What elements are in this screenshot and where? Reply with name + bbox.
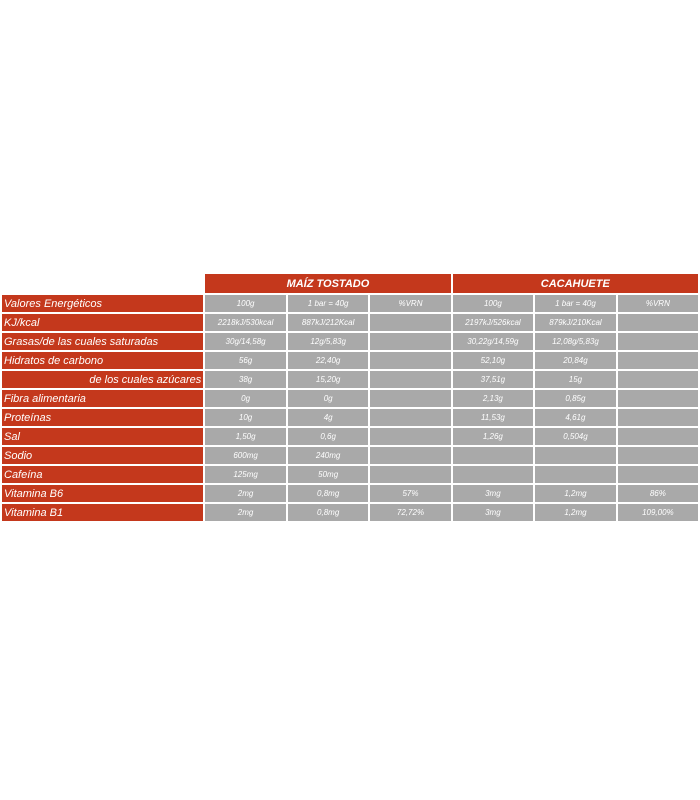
table-cell bbox=[370, 333, 450, 350]
table-row bbox=[2, 371, 698, 388]
col-header-1-bar: 1 bar = 40g bbox=[288, 295, 369, 312]
col-header-vrn: %VRN bbox=[370, 295, 450, 312]
table-cell: 4,61g bbox=[535, 409, 616, 426]
table-cell: 3mg bbox=[453, 504, 534, 521]
table-cell: 50mg bbox=[288, 466, 369, 483]
table-row bbox=[2, 314, 698, 331]
col-header-1-bar: 1 bar = 40g bbox=[535, 295, 616, 312]
table-cell: 240mg bbox=[288, 447, 369, 464]
row-label: de los cuales azúcares bbox=[2, 371, 203, 388]
table-cell: 2218kJ/530kcal bbox=[205, 314, 286, 331]
table-cell bbox=[618, 466, 698, 483]
table-cell bbox=[370, 314, 450, 331]
table-row bbox=[2, 504, 698, 521]
table-cell: 15,20g bbox=[288, 371, 369, 388]
table-cell: 0g bbox=[205, 390, 286, 407]
table-cell bbox=[370, 409, 450, 426]
table-row bbox=[2, 428, 698, 445]
table-row bbox=[2, 447, 698, 464]
col-header-100g: 100g bbox=[453, 295, 534, 312]
table-cell: 22,40g bbox=[288, 352, 369, 369]
table-cell bbox=[618, 428, 698, 445]
table-cell bbox=[618, 447, 698, 464]
table-cell: 57% bbox=[370, 485, 450, 502]
table-cell: 11,53g bbox=[453, 409, 534, 426]
table-cell: 37,51g bbox=[453, 371, 534, 388]
table-cell: 1,50g bbox=[205, 428, 286, 445]
table-cell: 600mg bbox=[205, 447, 286, 464]
table-cell: 4g bbox=[288, 409, 369, 426]
table-cell: 0,8mg bbox=[288, 485, 369, 502]
group-header-spacer bbox=[2, 274, 203, 293]
col-header-100g: 100g bbox=[205, 295, 286, 312]
table-row bbox=[2, 390, 698, 407]
table-cell: 109,00% bbox=[618, 504, 698, 521]
row-label: Cafeína bbox=[2, 466, 203, 483]
table-cell: 12,08g/5,83g bbox=[535, 333, 616, 350]
table-cell: 0g bbox=[288, 390, 369, 407]
col-header-vrn: %VRN bbox=[618, 295, 698, 312]
table-cell: 879kJ/210Kcal bbox=[535, 314, 616, 331]
table-cell bbox=[618, 314, 698, 331]
row-label: Sal bbox=[2, 428, 203, 445]
row-label: Fibra alimentaria bbox=[2, 390, 203, 407]
table-cell: 1,26g bbox=[453, 428, 534, 445]
table-cell: 0,6g bbox=[288, 428, 369, 445]
table-cell bbox=[618, 390, 698, 407]
table-cell bbox=[618, 352, 698, 369]
group-maiz-tostado: MAÍZ TOSTADO bbox=[205, 274, 450, 293]
table-cell bbox=[618, 371, 698, 388]
table-cell: 3mg bbox=[453, 485, 534, 502]
table-cell: 15g bbox=[535, 371, 616, 388]
row-label: Grasas/de las cuales saturadas bbox=[2, 333, 203, 350]
table-cell: 2mg bbox=[205, 485, 286, 502]
table-cell: 1,2mg bbox=[535, 485, 616, 502]
table-row bbox=[2, 485, 698, 502]
table-cell bbox=[370, 390, 450, 407]
table-cell: 52,10g bbox=[453, 352, 534, 369]
table-cell: 2mg bbox=[205, 504, 286, 521]
table-cell bbox=[453, 466, 534, 483]
table-cell: 125mg bbox=[205, 466, 286, 483]
table-cell bbox=[370, 428, 450, 445]
table-cell: 10g bbox=[205, 409, 286, 426]
table-row bbox=[2, 352, 698, 369]
column-header-row bbox=[2, 295, 698, 312]
table-cell: 887kJ/212Kcal bbox=[288, 314, 369, 331]
table-cell bbox=[453, 447, 534, 464]
table-cell: 0,504g bbox=[535, 428, 616, 445]
table-cell: 20,84g bbox=[535, 352, 616, 369]
table-cell bbox=[370, 371, 450, 388]
table-cell: 30g/14,58g bbox=[205, 333, 286, 350]
table-cell bbox=[370, 352, 450, 369]
table-cell: 72,72% bbox=[370, 504, 450, 521]
table-cell: 12g/5,83g bbox=[288, 333, 369, 350]
table-cell: 38g bbox=[205, 371, 286, 388]
table-cell: 1,2mg bbox=[535, 504, 616, 521]
nutrition-table bbox=[0, 272, 700, 523]
table-cell: 56g bbox=[205, 352, 286, 369]
row-label: Proteínas bbox=[2, 409, 203, 426]
table-row bbox=[2, 333, 698, 350]
group-header-row bbox=[2, 274, 698, 293]
row-label: Hidratos de carbono bbox=[2, 352, 203, 369]
table-cell: 2197kJ/526kcal bbox=[453, 314, 534, 331]
row-label-valores-energeticos: Valores Energéticos bbox=[2, 295, 203, 312]
row-label: Vitamina B6 bbox=[2, 485, 203, 502]
table-cell: 30,22g/14,59g bbox=[453, 333, 534, 350]
row-label: Vitamina B1 bbox=[2, 504, 203, 521]
table-row bbox=[2, 409, 698, 426]
table-cell: 0,85g bbox=[535, 390, 616, 407]
table-cell bbox=[370, 447, 450, 464]
table-cell bbox=[618, 409, 698, 426]
table-cell: 2,13g bbox=[453, 390, 534, 407]
group-cacahuete: CACAHUETE bbox=[453, 274, 698, 293]
table-row bbox=[2, 466, 698, 483]
table-cell bbox=[535, 447, 616, 464]
table-cell bbox=[535, 466, 616, 483]
row-label: Sodio bbox=[2, 447, 203, 464]
table-cell bbox=[618, 333, 698, 350]
row-label: KJ/kcal bbox=[2, 314, 203, 331]
table-cell: 0,8mg bbox=[288, 504, 369, 521]
table-cell: 86% bbox=[618, 485, 698, 502]
table-cell bbox=[370, 466, 450, 483]
